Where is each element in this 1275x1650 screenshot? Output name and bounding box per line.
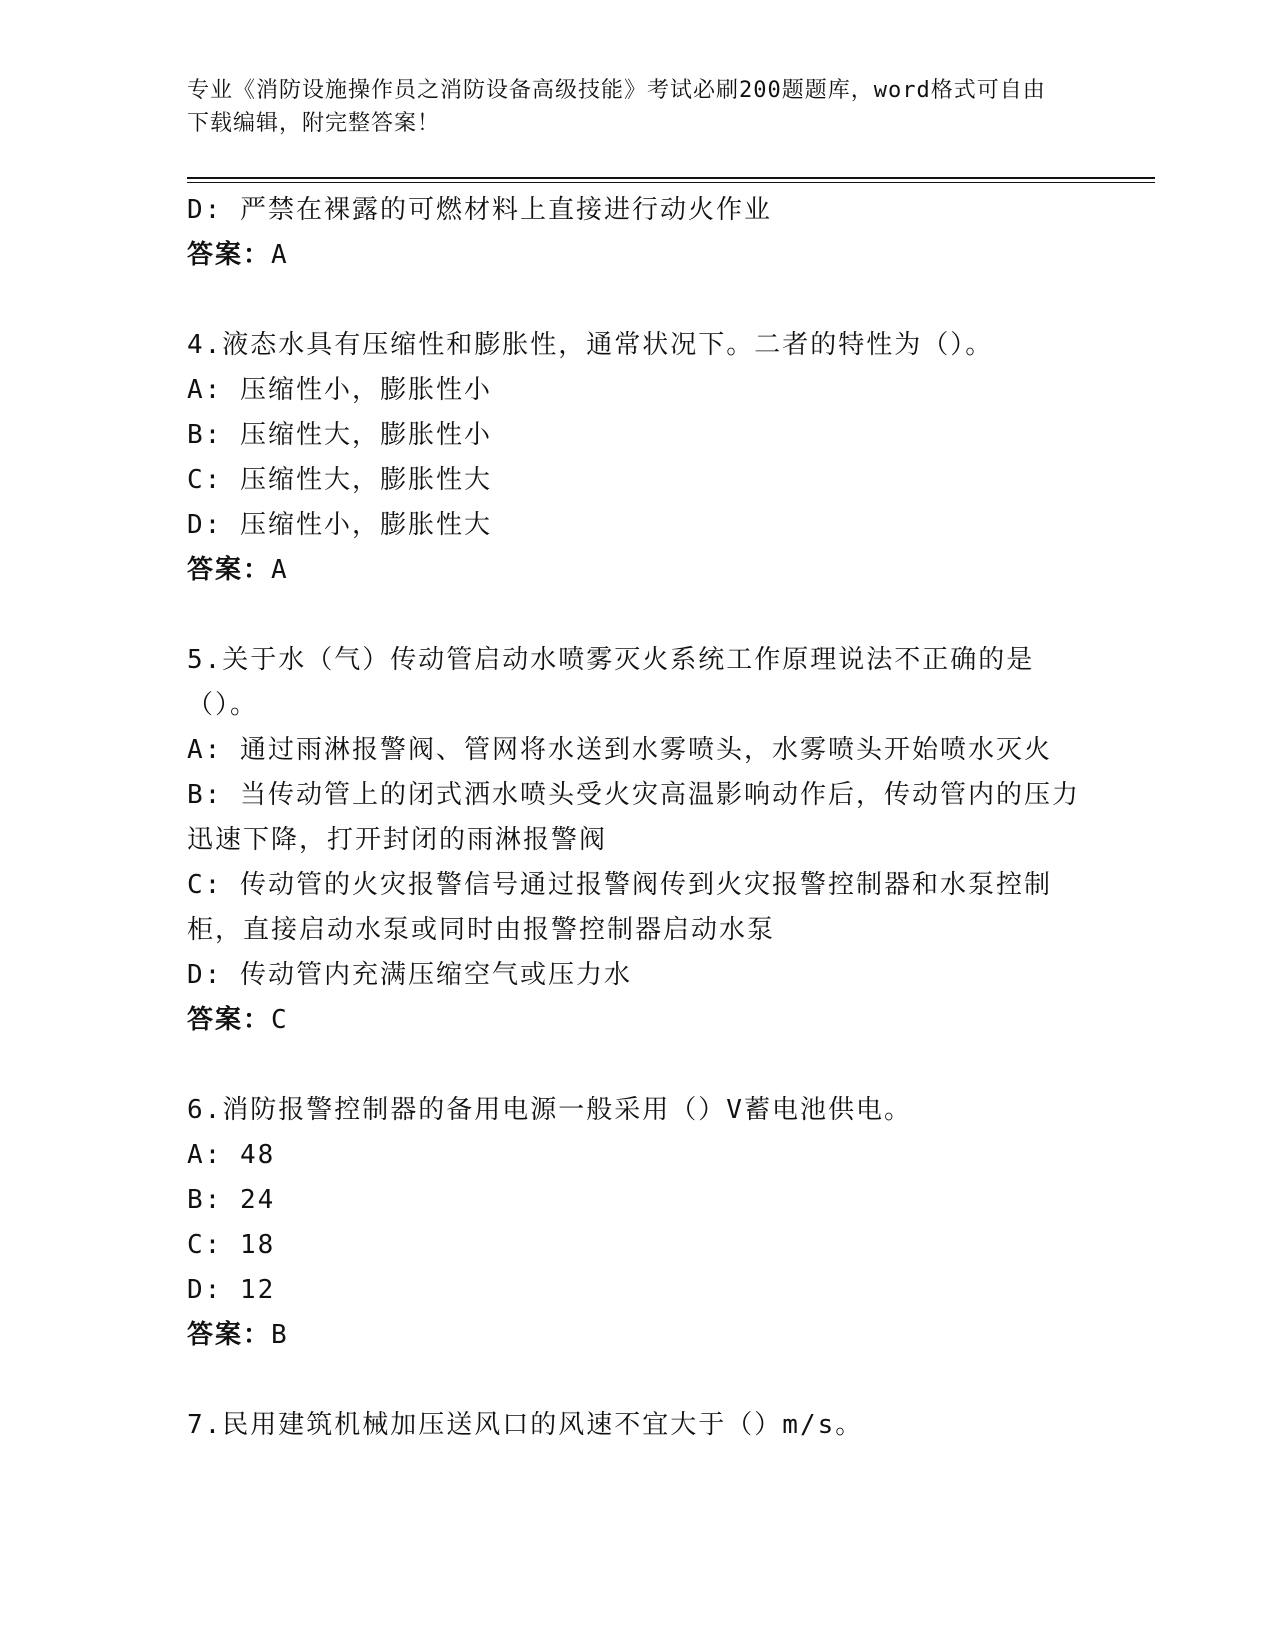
page-header: 专业《消防设施操作员之消防设备高级技能》考试必刷200题题库，word格式可自由下载编辑，附完整答案！: [187, 78, 1046, 136]
option-c: C: 18: [187, 1230, 276, 1260]
answer-label: 答案：: [187, 1320, 272, 1350]
answer-label: 答案：: [187, 1005, 272, 1035]
answer-value: A: [271, 555, 289, 585]
header-rule-thick: [187, 177, 1155, 179]
answer-value: C: [271, 1005, 289, 1035]
option-b: B: 24: [187, 1185, 276, 1215]
option-d: D: 12: [187, 1275, 276, 1305]
option-d: D: 严禁在裸露的可燃材料上直接进行动火作业: [187, 195, 772, 225]
answer-line: [187, 1313, 1087, 1358]
question-stem: 5.关于水（气）传动管启动水喷雾灭火系统工作原理说法不正确的是（）。: [187, 645, 1035, 720]
answer-value: B: [271, 1320, 289, 1350]
spacer: [187, 593, 1087, 638]
spacer: [187, 278, 1087, 323]
option-d: D: 传动管内充满压缩空气或压力水: [187, 960, 632, 990]
answer-line: [187, 998, 1087, 1043]
answer-line: [187, 233, 1087, 278]
option-c: C: 传动管的火灾报警信号通过报警阀传到火灾报警控制器和水泵控制柜，直接启动水泵或同时由报警控制器启动水泵: [187, 870, 1052, 945]
spacer: [187, 1358, 1087, 1403]
question-stem: 6.消防报警控制器的备用电源一般采用（）V蓄电池供电。: [187, 1095, 912, 1125]
spacer: [187, 1043, 1087, 1088]
answer-label: 答案：: [187, 240, 272, 270]
question-list: [187, 188, 1087, 1448]
option-a: A: 压缩性小，膨胀性小: [187, 375, 492, 405]
answer-label: 答案：: [187, 555, 272, 585]
option-a: A: 48: [187, 1140, 276, 1170]
option-b: B: 压缩性大，膨胀性小: [187, 420, 492, 450]
answer-value: A: [271, 240, 289, 270]
answer-line: [187, 548, 1087, 593]
option-a: A: 通过雨淋报警阀、管网将水送到水雾喷头，水雾喷头开始喷水灭火: [187, 735, 1052, 765]
question-stem: 7.民用建筑机械加压送风口的风速不宜大于（）m/s。: [187, 1410, 864, 1440]
option-c: C: 压缩性大，膨胀性大: [187, 465, 492, 495]
question-stem: 4.液态水具有压缩性和膨胀性，通常状况下。二者的特性为（）。: [187, 330, 994, 360]
option-b: B: 当传动管上的闭式洒水喷头受火灾高温影响动作后，传动管内的压力迅速下降，打开封闭的雨淋报警阀: [187, 780, 1080, 855]
option-d: D: 压缩性小，膨胀性大: [187, 510, 492, 540]
header-rule-thin: [187, 182, 1155, 183]
